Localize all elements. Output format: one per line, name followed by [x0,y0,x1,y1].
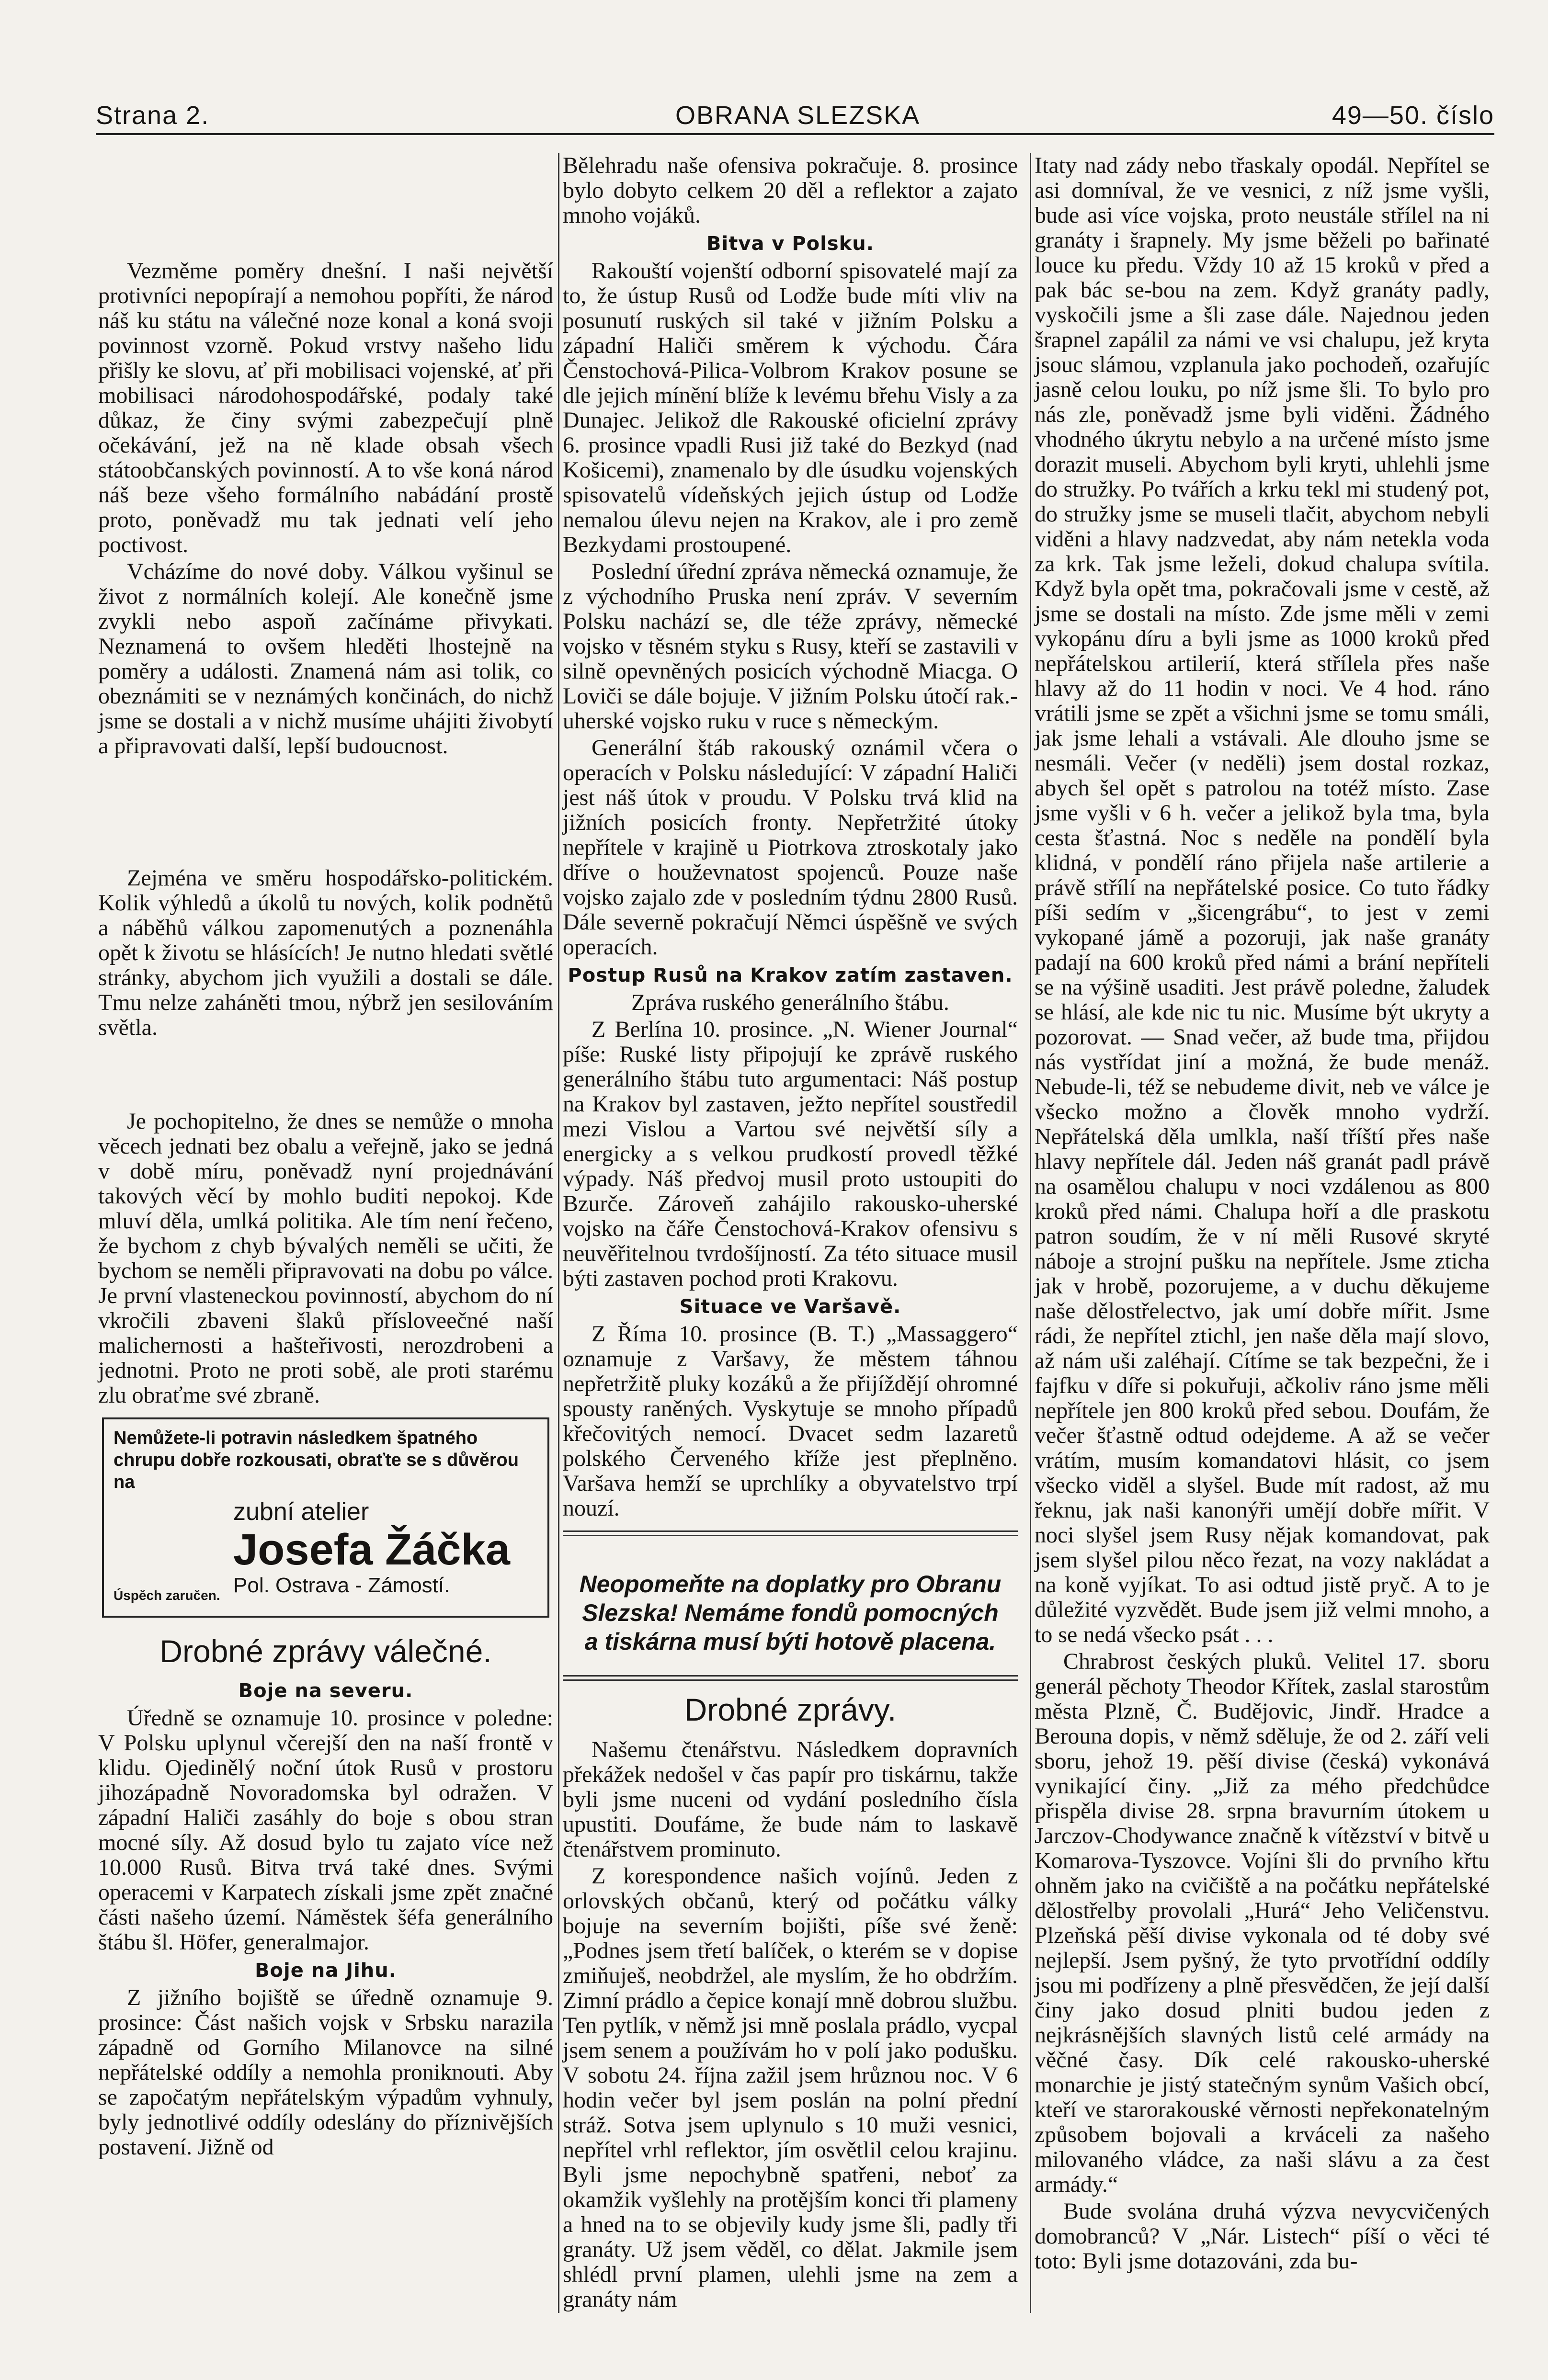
article-paragraph: Itaty nad zády nebo třaskaly opodál. Nepřítel se asi domníval, že ve vesnici, z níž jsme vyšli, bude asi více vojska, proto neustále střílel na ni granáty i šrapnely. My jsme běželi po bařinaté louce ku předu. Vždy 10 až 15 kroků v před a pak bác se-bou na zem. Když granáty padly, vyskočili jsme a šli zase dále. Najednou jeden šrapnel zapálil za námi ve vsi chalupu, jež kryta jsouc slámou, vzplanula jako pochodeň, ozařujíc jasně celou louku, po níž jsme šli. To bylo pro nás zle, poněvadž jsme byli viděni. Žádného vhodného úkrytu nebylo a na určené místo jsme dorazit museli. Abychom byli kryti, uhlehli jsme do stružky. Po tvářích a krku tekl mi studený pot, do stružky jsme se museli tlačit, abychom nebyli viděni a hlavy nadzvedat, aby nám netekla voda za krk. Tak jsme leželi, dokud chalupa svítila. Když byla opět tma, pokračovali jsme v cestě, až jsme se dostali na místo. Zde jsme měli v zemi vykopánu díru a byli jsme as 1000 kroků před nepřátelskou artilerií, která střílela přes naše hlavy až do 11 hodin v noci. Ve 4 hod. ráno vrátili jsme se zpět a všichni jsme se tomu smáli, jak jsme lehali a vstávali. Ale dlouho jsme se nesmáli. Večer (v neděli) jsem dostal rozkaz, abych šel opět s patrolou na totéž místo. Zase jsme vyšli v 6 h. večer a jelikož byla tma, byla cesta šťastná. Noc s neděle na pondělí byla klidná, v pondělí ráno přijela naše artilerie a právě střílí na nepřátelské posice. Co tuto řádky píši sedím v „šicengrábu“, to jest v zemi vykopané jámě a pozoruji, jak naše granáty padají na 600 kroků před námi a brání nepříteli se na výšině usaditi. Jest právě poledne, žaludek se hlásí, ale kde nic tu nic. Musíme být ukryty a pozorovat. — Snad večer, až bude tma, přijdou nás vystřídat jiní a možná, že bude menáž. Nebude-li, též se nebudeme divit, neb ve válce je všecko možno a člověk mnoho vydrží. Nepřátelská děla umlkla, naší tříští přes naše hlavy nepřítele dál. Jeden náš granát padl právě na osamělou chalupu v noci vzdálenou as 800 kroků před námi. Chalupa hoří a dle praskotu patron soudím, že v ní měli Rusové skryté náboje a strojní pušku na nepřítele. Jsme zticha jak v hrobě, pozorujeme, a v duchu děkujeme naše dělostřelectvo, jak umí dobře mířit. Jsme rádi, že nepřítel ztichl, jen naše děla mají slovo, až nám uši zaléhají. Cítíme se tak bezpečni, že i fajfku v díře si pokuřuji, ačkoliv ráno jsme měli nepřítele jen 800 kroků před sebou. Doufám, že večer šťastně odtud odejdeme. A až se večer vrátím, musím komandatovi hlásit, co jsem všecko viděl a slyšel. Bude mít radost, až mu řeknu, jak naši kanonýři umějí dobře mířit. V noci slyšel jsem Rusy nějak komandovat, pak jsem slyšel pilou něco řezat, na vozy nakládat a na koně vyjíkat. To asi odtud jistě pryč. A to je důležité vyzvědět. Bude jsem již velmi mnoho, a to se nedá všecko psát . . . [1035,153,1490,1647]
section-divider [563,1675,1018,1681]
war-news-title: Drobné zprávy válečné. [159,1633,492,1669]
article-paragraph: Bude svolána druhá výzva nevycvičených domobranců? V „Nár. Listech“ píší o věci té toto: Byli jsme dotazováni, zda bu- [1035,2199,1490,2274]
north-heading: Boje na severu. [238,1680,413,1702]
page-label: Strana 2. [96,101,210,130]
south-heading: Boje na Jihu. [255,1960,397,1982]
article-paragraph: Poslední úřední zpráva německá oznamuje, že z východního Pruska není zpráv. V severním Polsku nachází se, dle téže zprávy, německé vojsko v těsném styku s Rusy, kteří se zastavili v silně opevněných posicích východně Miacga. O Loviči se dále bojuje. V jižním Polsku útočí rak.-uherské vojsko ruku v ruce s německým. [563,559,1018,734]
poland-heading: Bitva v Polsku. [706,233,874,255]
article-paragraph: Z korespondence našich vojínů. Jeden z orlovských občanů, který od počátku války bojuje na severním bojišti, píše své ženě: „Podnes jsem třetí balíček, o kterém se v dopise zmiňuješ, neobdržel, ale myslím, že ho obdržím. Zimní prádlo a čepice konají mně dobrou službu. Ten pytlík, v němž jsi mně poslala prádlo, vycpal jsem senem a používám ho v polí jako podušku. V sobotu 24. října zažil jsem hrůznou noc. V 6 hodin večer byl jsem poslán na polní přední stráž. Sotva jsem uplynulo s 10 muži vesnici, nepřítel vrhl reflektor, jím osvětlil celou krajinu. Byli jsme nepochybně spatřeni, neboť za okamžik vyšlehly na protějším konci tři plameny a hned na to se objevily kudy jsme šli, padly tři granáty. Už jsem věděl, co dělat. Jakmile jsem shlédl první plamen, ulehli jsme na zem a granáty nám [563,1863,1018,2312]
article-paragraph: Generální štáb rakouský oznámil včera o operacích v Polsku následující: V západní Haliči jest náš útok v proudu. V Polsku trvá klid na jižních posicích fronty. Nepřetržité útoky nepřítele v krajině u Piotrkova ztroskotaly jako dříve o houževnatost spojenců. Pouze naše vojsko zajalo zde v posledním týdnu 2800 Rusů. Dále severně pokračují Němci úspěšně ve svých operacích. [563,735,1018,960]
section-divider [563,1530,1018,1536]
page-header [96,96,1494,134]
krakow-heading: Postup Rusů na Krakov zatím zastaven. [568,964,1013,986]
spacer [98,153,553,259]
column-left [98,153,553,2162]
payment-appeal: Neopomeňte na doplatky pro Obranu Slezska! Nemáme fondů pomocných a tiskárna musí býti hotově placena. [579,1571,1002,1655]
krakow-subheading: Zpráva ruského generálního štábu. [631,990,949,1015]
ad-atelier: zubní atelier [233,1498,369,1526]
article-paragraph: Z Říma 10. prosince (B. T.) „Massaggero“ oznamuje z Varšavy, že městem táhnou nepřetržitě pluky kozáků a že přijíždějí ohromné spousty raněných. Vyskytuje se mnoho případů křečovitých nemocí. Dvacet sedm lazaretů polského Červeného kříže jest přeplněno. Varšava hemží se uprchlíky a obyvatelstvo trpí nouzí. [563,1321,1018,1521]
article-paragraph: Z Berlína 10. prosince. „N. Wiener Journal“ píše: Ruské listy připojují ke zprávě ruského generálního štábu tuto argumentaci: Náš postup na Krakov byl zastaven, ježto nepřítel soustředil mezi Vislou a Vartou své největší síly a energicky a s velkou prudkostí provedl těžké výpady. Náš předvoj musil proto ustoupiti do Bzurče. Zároveň zahájilo rakousko-uherské vojsko na čáře Čenstochová-Krakov ofensivu s neuvěřitelnou tvrdošíjností. Za této situace musil býti zastaven pochod proti Krakovu. [563,1017,1018,1291]
ad-name: Josefa Žáčka [233,1525,510,1574]
article-paragraph: Vezměme poměry dnešní. I naši největší protivníci nepopírají a nemohou popříti, že národ náš ku státu na válečné noze konal a koná svoji povinnost vzorně. Pokud vrstvy našeho lidu přišly ke slovu, ať při mobilisaci vojenské, ať při mobilisaci národohospodářské, podaly také důkaz, že činy svými zabezpečují plně očekávání, jež na ně klade obsah všech státoobčanských povinností. A to vše koná národ náš beze všeho formálního nabádání prostě proto, poněvadž mu tak jednati velí jeho poctivost. [98,258,553,557]
ad-guarantee: Úspěch zaručen. [114,1588,220,1603]
dentist-advertisement [102,1417,549,1618]
warsaw-heading: Situace ve Varšavě. [679,1296,901,1318]
spacer [98,760,553,866]
column-rule [1030,153,1031,2313]
small-news-title: Drobné zprávy. [684,1692,897,1727]
article-paragraph: Zejména ve směru hospodářsko-politickém. Kolik výhledů a úkolů tu nových, kolik podnětů a náběhů válkou zapomenutých a poznenáhla opět k životu se hlásících! Je nutno hledati světlé stránky, abychom jich využili a dostali se dále. Tmu nelze zaháněti tmou, nýbrž jen sesilováním světla. [98,865,553,1040]
article-paragraph: Úředně se oznamuje 10. prosince v poledne: V Polsku uplynul včerejší den na naší frontě v klidu. Ojedinělý noční útok Rusů v prostoru jihozápadně Novoradomska byl odražen. V západní Haliči zasáhly do boje s obou stran mocné síly. Až dosud bylo tu zajato více než 10.000 Rusů. Bitva trvá také dnes. Svými operacemi v Karpatech získali jsme zpět značné části našeho území. Náměstek šéfa generálního štábu šl. Höfer, generalmajor. [98,1705,553,1955]
column-right [1035,153,1490,2276]
article-paragraph: Našemu čtenářstvu. Následkem dopravních překážek nedošel v čas papír pro tiskárnu, takže byli jsme nuceni od vydání posledního čísla upustiti. Doufáme, že bude nám to laskavě čtenářstvem prominuto. [563,1737,1018,1862]
spacer [98,1042,553,1109]
article-paragraph: Rakouští vojenští odborní spisovatelé mají za to, že ústup Rusů od Lodže bude míti vliv na posunutí ruských sil také v jižním Polsku a západní Haliči směrem k východu. Čára Čenstochová-Pilica-Volbrom Krakov posune se dle jejich mínění blíže k levému břehu Visly a za Dunajec. Jelikož dle Rakouské oficielní zprávy 6. prosince vpadli Rusi již také do Bezkyd (nad Košicemi), znamenalo by dle úsudku vojenských spisovatelů vídeňských jejich ústup od Lodže nemalou úlevu nejen na Krakov, ale i pro země Bezkydami prostoupené. [563,258,1018,557]
article-paragraph: Z jižního bojiště se úředně oznamuje 9. prosince: Část našich vojsk v Srbsku narazila západně od Gorního Milanovce na silné nepřátelské oddíly a nemohla proniknouti. Aby se započatým nepřátelským výpadům vyhnuly, byly jednotlivé oddíly odeslány do příznivějších postavení. Jižně od [98,1985,553,2160]
article-paragraph: Chrabrost českých pluků. Velitel 17. sboru generál pěchoty Theodor Křítek, zaslal starostům města Plzně, Č. Budějovic, Jindř. Hradce a Berouna dopis, v němž sděluje, že od 2. září veli sboru, jehož 19. pěší divise (česká) vykonává vynikající činy. „Již za mého předchůdce přispěla divise 28. srpna bravurním útokem u Jarczov-Chodywance značně k vítězství v bitvě u Komarova-Tyszovce. Vojíni šli do prvního křtu ohněm jako na cvičiště a na počátku nepřátelské dělostřelby provolali „Hurá“ Jeho Veličenstvu. Plzeňská pěší divise vykonala od té doby své nejlepší. Jsem pyšný, že tyto prvotřídní oddíly jsou mi podřízeny a plně přesvědčen, že její další činy jako dosud plniti budou jeden z nejkrásnějších slavných listů celé armády na věčné časy. Dík celé rakousko-uherské monarchie je jistý statečným synům Vašich obcí, kteří ve starorakouské věrnosti nepřekonatelným způsobem bojovali a krváceli za našeho milovaného vládce, za naši slávu a za čest armády.“ [1035,1649,1490,2197]
column-middle [563,153,1018,2314]
ad-intro: Nemůžete-li potravin následkem špatného chrupu dobře rozkousati, obraťte se s důvěrou na [114,1428,519,1492]
article-paragraph: Bělehradu naše ofensiva pokračuje. 8. prosince bylo dobyto celkem 20 děl a reflektor a zajato mnoho vojáků. [563,153,1018,228]
column-rule [558,153,559,2313]
header-rule [96,133,1494,135]
issue-number: 49—50. číslo [1332,101,1494,130]
article-paragraph: Je pochopitelno, že dnes se nemůže o mnoha věcech jednati bez obalu a veřejně, jako se jedná v době míru, poněvadž nyní projednávání takových věcí by mohlo buditi nepokoj. Kde mluví děla, umlká politika. Ale tím není řečeno, že bychom z chyb bývalých neměli se učiti, že bychom se neměli připravovati na dobu po válce. Je první vlasteneckou povinností, abychom do ní vkročili zbaveni šlaků přísloveečné naší malichernosti a hašteřivosti, nerozdrobeni a jednotni. Proto ne proti sobě, ale proti starému zlu obraťme své zbraně. [98,1109,553,1408]
newspaper-name: OBRANA SLEZSKA [675,101,921,130]
article-paragraph: Vcházíme do nové doby. Válkou vyšinul se život z normálních kolejí. Ale konečně jsme zvykli nebo aspoň začínáme přivykati. Neznamená to ovšem hleděti lhostejně na poměry a události. Znamená nám asi tolik, co obeznámiti se v neznámých končinách, do nichž jsme se dostali a v nichž musíme uhájiti živobytí a připravovati další, lepší budoucnost. [98,559,553,759]
ad-place: Pol. Ostrava - Zámostí. [233,1574,450,1597]
